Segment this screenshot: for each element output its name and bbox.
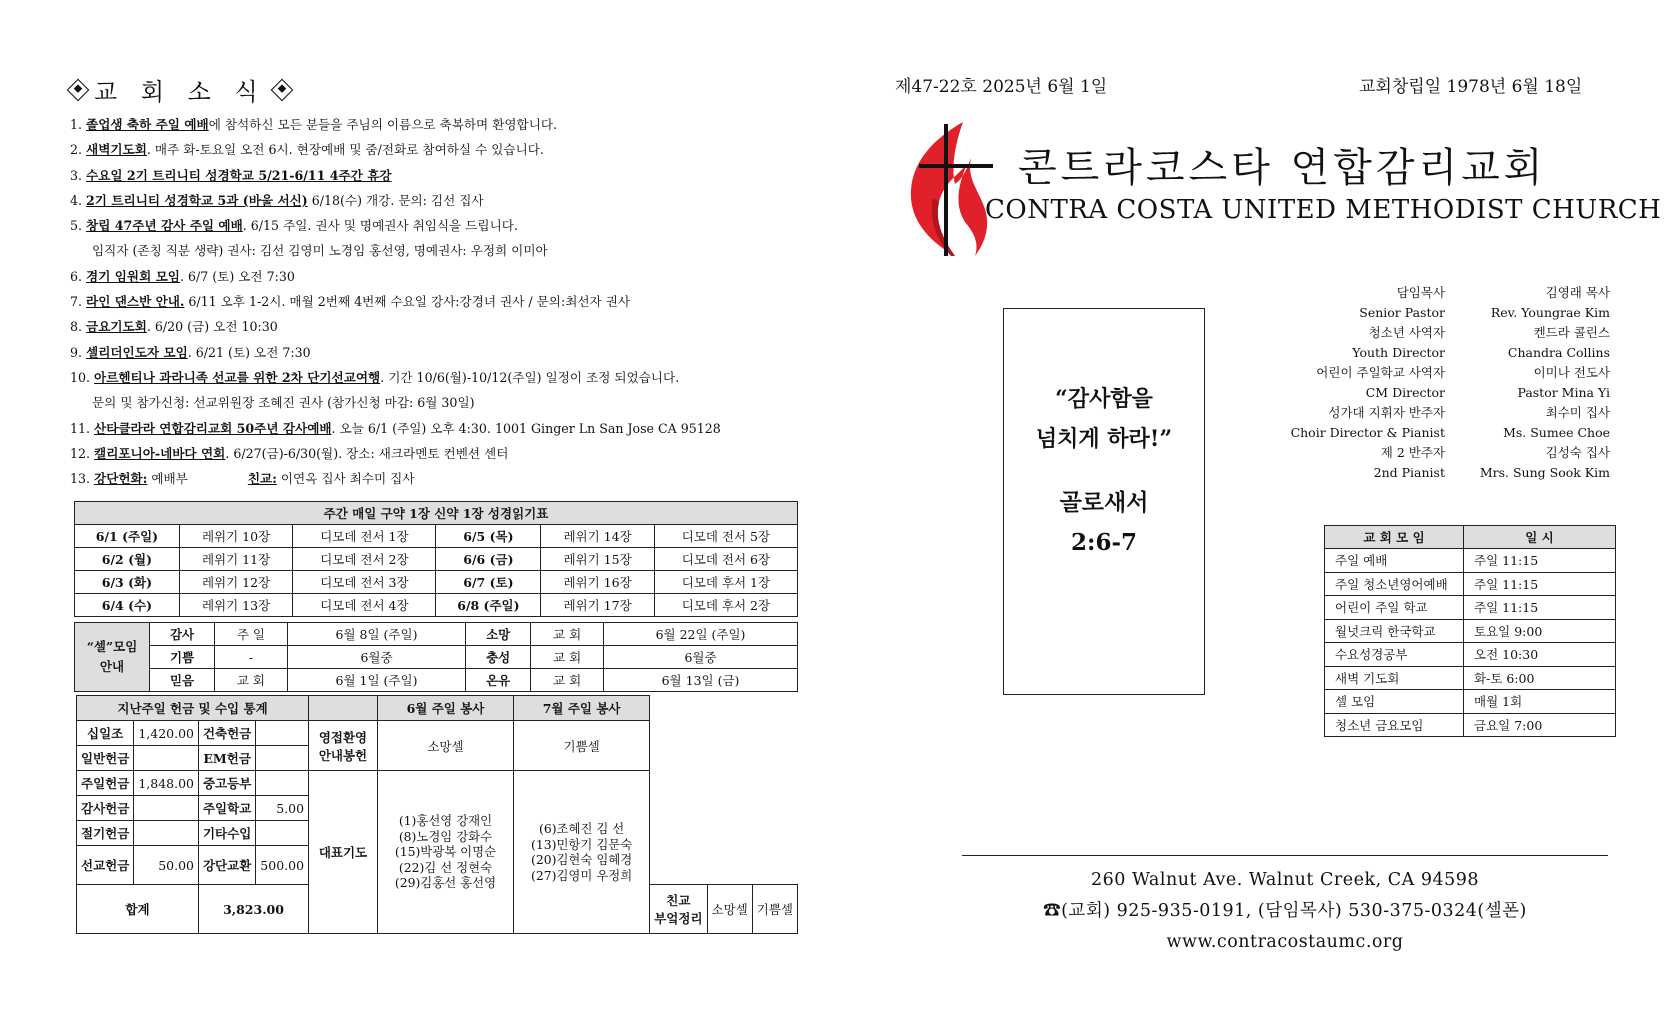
reading-cell: 디모데 전서 6장: [654, 548, 797, 571]
meeting-time: 매월 1회: [1464, 690, 1616, 714]
cell-label-line: “셀”모임: [86, 639, 138, 654]
reading-cell: 디모데 후서 2장: [654, 594, 797, 617]
reading-cell: 6/4 (수): [75, 594, 180, 617]
finance-amount: 1,848.00: [134, 771, 199, 796]
news-item-text: 이연옥 집사 최수미 집사: [276, 471, 415, 487]
finance-amount: [256, 771, 309, 796]
cell-label-line: 안내: [99, 659, 125, 674]
address: 260 Walnut Ave. Walnut Creek, CA 94598: [1091, 870, 1479, 890]
news-item-text: . 6/15 주일. 권사 및 명예권사 취임식을 드립니다.: [242, 218, 518, 234]
finance-label: 건축헌금: [198, 721, 255, 746]
news-item: [70, 466, 810, 491]
cell-meeting-cell: 6월 8일 (주일): [287, 623, 465, 646]
finance-table: [76, 695, 798, 934]
table-row: [1325, 713, 1616, 737]
greeting-july: 기쁨셀: [514, 721, 650, 771]
news-item: [70, 137, 810, 162]
staff-role: 2nd Pianist: [1373, 465, 1445, 480]
founded-date: 교회창립일 1978년 6월 18일: [1359, 77, 1583, 97]
meeting-time: 토요일 9:00: [1464, 619, 1616, 643]
reading-cell: 디모데 후서 1장: [654, 571, 797, 594]
staff-row: [1290, 423, 1610, 443]
table-row: [77, 696, 798, 721]
meetings-table: [1324, 525, 1616, 737]
prayer-name: (22)김 선 정현숙: [398, 859, 493, 875]
news-item-detail: 문의 및 참가신청: 선교위원장 조혜진 권사 (참가신청 마감: 6월 30일): [92, 395, 475, 411]
divider: [962, 855, 1608, 856]
news-item-number: 5.: [70, 218, 83, 234]
prayer-name: (27)김영미 우정희: [531, 867, 633, 883]
table-row: [1325, 690, 1616, 714]
news-item: [70, 340, 810, 365]
finance-amount: 50.00: [134, 846, 199, 885]
staff-role: CM Director: [1365, 385, 1445, 400]
news-item: [70, 163, 810, 188]
reading-cell: 레위기 16장: [541, 571, 655, 594]
staff-name: 김영래 목사: [1545, 285, 1610, 300]
news-item: [70, 416, 810, 441]
staff-role: 담임목사: [1396, 285, 1445, 300]
news-title: [70, 72, 290, 107]
staff-name: 이미나 전도사: [1533, 365, 1610, 380]
news-item-number: 13.: [70, 471, 91, 487]
prayer-name: (29)김홍선 홍선영: [394, 875, 497, 891]
staff-name: Mrs. Sung Sook Kim: [1479, 465, 1610, 480]
news-item-keyword: 금요기도회: [86, 319, 147, 335]
finance-label: 중고등부: [198, 771, 255, 796]
news-title-text: 교 회 소 식: [94, 78, 266, 106]
reading-cell: 레위기 15장: [541, 548, 655, 571]
table-row: [75, 548, 798, 571]
staff-name: 김성숙 집사: [1545, 445, 1610, 460]
staff-role: 청소년 사역자: [1368, 325, 1445, 340]
staff-row: [1290, 363, 1610, 383]
cell-meeting-cell: 6월 1일 (주일): [287, 669, 465, 692]
reading-cell: 레위기 11장: [179, 548, 293, 571]
staff-name: 최수미 집사: [1545, 405, 1610, 420]
verse-text: “감사함을 넘치게 하라!”: [1035, 386, 1173, 452]
finance-amount: 1,420.00: [134, 721, 199, 746]
table-row: [1325, 596, 1616, 620]
finance-amount: [134, 746, 199, 771]
cell-meeting-cell: 온유: [466, 669, 531, 692]
meeting-name: 어린이 주일 학교: [1325, 596, 1464, 620]
diamond-icon: [67, 78, 90, 101]
meetings-header-time: 일 시: [1464, 526, 1616, 549]
table-row: [1325, 549, 1616, 573]
meeting-time: 오전 10:30: [1464, 643, 1616, 667]
finance-label: 강단교환: [198, 846, 255, 885]
staff-row: [1290, 323, 1610, 343]
reading-cell: 레위기 17장: [541, 594, 655, 617]
finance-amount: 5.00: [256, 796, 309, 821]
table-row: [1325, 643, 1616, 667]
reading-title: 주간 매일 구약 1장 신약 1장 성경읽기표: [75, 502, 798, 525]
meeting-time: 주일 11:15: [1464, 549, 1616, 573]
meetings-header-name: 교 회 모 임: [1325, 526, 1464, 549]
table-row: [1325, 572, 1616, 596]
news-item-number: 12.: [70, 445, 91, 461]
reading-cell: 디모데 전서 1장: [293, 525, 436, 548]
news-item: [70, 213, 810, 238]
fellowship-label-line: 부엌정리: [654, 911, 703, 926]
finance-amount: [256, 821, 309, 846]
total-label: 합계: [77, 885, 199, 934]
table-row: [1325, 666, 1616, 690]
news-item-keyword: 수요일 2기 트리니티 성경학교 5/21-6/11 4주간 휴강: [86, 167, 392, 183]
fellowship-label-line: 친교: [666, 893, 691, 908]
reading-cell: 6/2 (월): [75, 548, 180, 571]
church-name-korean: 콘트라코스타 연합감리교회: [1018, 145, 1547, 191]
prayer-july: [514, 771, 650, 934]
reading-cell: 6/3 (화): [75, 571, 180, 594]
cell-meeting-cell: 소망: [466, 623, 531, 646]
fellowship-june: 소망셀: [707, 885, 752, 934]
finance-amount: [134, 796, 199, 821]
news-item-text: . 6/7 (토) 오전 7:30: [179, 268, 295, 284]
reading-cell: 레위기 13장: [179, 594, 293, 617]
prayer-june: [377, 771, 513, 934]
news-item-keyword: 경기 임원회 모임: [86, 268, 180, 284]
news-item-number: 8.: [70, 319, 83, 335]
cell-meeting-cell: 6월중: [604, 646, 798, 669]
staff-row: [1290, 443, 1610, 463]
staff-name: Chandra Collins: [1507, 345, 1610, 360]
prayer-name: (6)조혜진 김 선: [538, 821, 625, 836]
prayer-name: (1)홍선영 강재인: [398, 813, 493, 829]
prayer-name: (15)박광복 이명순: [394, 844, 497, 860]
finance-label: 기타수입: [198, 821, 255, 846]
staff-name: Ms. Sumee Choe: [1503, 425, 1610, 440]
cell-meeting-cell: 6월중: [287, 646, 465, 669]
news-item-text: 6/11 오후 1-2시. 매월 2번째 4번째 수요일 강사:강경녀 권사 / 문의:최선자 권사: [184, 294, 631, 310]
cell-meeting-cell: 충성: [466, 646, 531, 669]
staff-name: Rev. Youngrae Kim: [1490, 305, 1610, 320]
news-item-keyword: 캘리포니아-네바다 연회: [94, 445, 226, 461]
verse-reference: 골로새서 2:6-7: [1059, 489, 1149, 556]
news-item-text: 예배부: [147, 471, 188, 487]
fellowship-july: 기쁨셀: [752, 885, 797, 934]
cell-meeting-cell: 교 회: [531, 646, 604, 669]
finance-label: 절기헌금: [77, 821, 134, 846]
staff-name: Pastor Mina Yi: [1517, 385, 1610, 400]
staff-list: [1290, 283, 1610, 483]
news-item-text: . 6/20 (금) 오전 10:30: [146, 319, 278, 335]
news-item: [70, 112, 810, 137]
meeting-name: 주일 예배: [1325, 549, 1464, 573]
news-item-number: 11.: [70, 420, 91, 436]
staff-role: Youth Director: [1352, 345, 1445, 360]
meeting-name: 월넛크릭 한국학교: [1325, 619, 1464, 643]
prayer-label: 대표기도: [309, 771, 378, 934]
news-item-number: 9.: [70, 344, 83, 360]
finance-label: 일반헌금: [77, 746, 134, 771]
reading-cell: 디모데 전서 5장: [654, 525, 797, 548]
finance-gap: [309, 696, 378, 721]
cell-meeting-cell: 교 회: [215, 669, 288, 692]
news-item: [70, 264, 810, 289]
table-row: [1325, 619, 1616, 643]
news-item-keyword: 라인 댄스반 안내.: [86, 294, 185, 310]
meeting-time: 주일 11:15: [1464, 596, 1616, 620]
issue-number: 제47-22호 2025년 6월 1일: [895, 77, 1108, 97]
june-service-header: 6월 주일 봉사: [377, 696, 513, 721]
verse-box: [1003, 308, 1205, 695]
finance-label: 감사헌금: [77, 796, 134, 821]
staff-role: Choir Director & Pianist: [1290, 425, 1445, 440]
finance-label: 주일헌금: [77, 771, 134, 796]
reading-cell: 디모데 전서 2장: [293, 548, 436, 571]
finance-amount: [256, 746, 309, 771]
news-item-keyword: 셀리더인도자 모임: [86, 344, 188, 360]
reading-cell: 6/5 (목): [436, 525, 541, 548]
news-item-number: 1.: [70, 117, 83, 132]
news-item: [70, 188, 810, 213]
reading-cell: 디모데 전서 4장: [293, 594, 436, 617]
finance-label: 선교헌금: [77, 846, 134, 885]
finance-label: 주일학교: [198, 796, 255, 821]
greeting-label-line: 안내봉헌: [318, 747, 368, 763]
website: www.contracostaumc.org: [1166, 932, 1404, 952]
reading-cell: 6/7 (토): [436, 571, 541, 594]
greeting-label-line: 영접환영: [318, 729, 368, 745]
news-item-keyword: 친교:: [247, 471, 277, 487]
news-item-keyword: 2기 트리니티 성경학교 5과 (바울 서신): [86, 192, 308, 208]
cell-label: [75, 623, 150, 692]
meeting-name: 수요성경공부: [1325, 643, 1464, 667]
prayer-name: (13)민항기 김문숙: [531, 836, 633, 852]
meeting-time: 금요일 7:00: [1464, 713, 1616, 737]
news-item-text: . 6/21 (토) 오전 7:30: [187, 344, 311, 360]
bible-reading-table: [74, 501, 798, 617]
reading-cell: 디모데 전서 3장: [293, 571, 436, 594]
july-service-header: 7월 주일 봉사: [514, 696, 650, 721]
news-item-keyword: 아르헨티나 과라니족 선교를 위한 2차 단기선교여행: [94, 369, 381, 385]
cell-meeting-cell: 믿음: [150, 669, 215, 692]
news-item-number: 2.: [70, 142, 83, 158]
reading-cell: 레위기 10장: [179, 525, 293, 548]
staff-role: Senior Pastor: [1359, 305, 1445, 320]
news-item-keyword: 창립 47주년 감사 주일 예배: [86, 218, 243, 234]
cell-meeting-cell: -: [215, 646, 288, 669]
meeting-name: 주일 청소년영어예배: [1325, 572, 1464, 596]
reading-cell: 6/1 (주일): [75, 525, 180, 548]
table-row: [75, 646, 798, 669]
meeting-time: 주일 11:15: [1464, 572, 1616, 596]
church-name-english: CONTRA COSTA UNITED METHODIST CHURCH: [985, 195, 1662, 225]
cell-meeting-cell: 교 회: [531, 623, 604, 646]
prayer-name: (8)노경임 강화수: [398, 828, 493, 844]
reading-cell: 레위기 12장: [179, 571, 293, 594]
table-row: [75, 525, 798, 548]
finance-title: 지난주일 헌금 및 수입 통계: [77, 696, 309, 721]
finance-amount: [134, 821, 199, 846]
staff-row: [1290, 343, 1610, 363]
table-row: [75, 623, 798, 646]
greeting-june: 소망셀: [377, 721, 513, 771]
cross-flame-logo: [905, 118, 997, 260]
contact-info: [962, 865, 1608, 958]
greeting-label: [309, 721, 378, 771]
staff-row: [1290, 383, 1610, 403]
reading-cell: 6/8 (주일): [436, 594, 541, 617]
reading-cell: 6/6 (금): [436, 548, 541, 571]
news-item-text: 에 참석하신 모든 분들을 주님의 이름으로 축복하며 환영합니다.: [208, 117, 558, 132]
table-row: [77, 771, 798, 796]
phone: ☎(교회) 925-935-0191, (담임목사) 530-375-0324(셀폰): [1043, 901, 1527, 921]
news-item-detail: 임직자 (존칭 직분 생략) 권사: 김선 김영미 노경임 홍선영, 명예권사: 우정희 이미아: [92, 243, 548, 259]
news-item-number: 6.: [70, 268, 83, 284]
cell-meeting-cell: 주 일: [215, 623, 288, 646]
staff-row: [1290, 303, 1610, 323]
news-item-keyword: 새벽기도회: [86, 142, 147, 158]
finance-label: 십일조: [77, 721, 134, 746]
reading-cell: 레위기 14장: [541, 525, 655, 548]
table-row: [75, 669, 798, 692]
news-item: [70, 441, 810, 466]
news-item-number: 4.: [70, 192, 83, 208]
finance-amount: [256, 721, 309, 746]
cell-meeting-cell: 6월 13일 (금): [604, 669, 798, 692]
meeting-time: 화-토 6:00: [1464, 666, 1616, 690]
meeting-name: 청소년 금요모임: [1325, 713, 1464, 737]
staff-row: [1290, 283, 1610, 303]
cell-meeting-cell: 6월 22일 (주일): [604, 623, 798, 646]
news-item-text: . 매주 화-토요일 오전 6시. 현장예배 및 줌/전화로 참여하실 수 있습니다.: [146, 142, 544, 158]
news-item-keyword: 산타클라라 연합감리교회 50주년 감사예배: [94, 420, 332, 436]
cell-meeting-cell: 교 회: [531, 669, 604, 692]
table-row: [77, 721, 798, 746]
news-item-keyword: 강단헌화:: [94, 471, 148, 487]
staff-name: 켄드라 콜린스: [1533, 325, 1610, 340]
staff-row: [1290, 403, 1610, 423]
staff-role: 어린이 주일학교 사역자: [1316, 365, 1445, 380]
news-item: [70, 365, 810, 390]
total-amount: 3,823.00: [198, 885, 308, 934]
finance-label: EM헌금: [198, 746, 255, 771]
news-item-keyword: 졸업생 축하 주일 예배: [86, 117, 209, 132]
cell-meeting-cell: 감사: [150, 623, 215, 646]
cell-meeting-table: [74, 622, 798, 692]
table-row: [75, 594, 798, 617]
news-item-number: 3.: [70, 167, 83, 183]
staff-row: [1290, 463, 1610, 483]
news-item-number: 7.: [70, 294, 83, 310]
finance-amount: 500.00: [256, 846, 309, 885]
news-item-text: . 오늘 6/1 (주일) 오후 4:30. 1001 Ginger Ln San Jose CA 95128: [331, 420, 721, 436]
cell-meeting-cell: 기쁨: [150, 646, 215, 669]
news-list: [70, 112, 810, 491]
meeting-name: 셀 모임: [1325, 690, 1464, 714]
news-item-text: . 6/27(금)-6/30(월). 장소: 새크라멘토 컨벤션 센터: [225, 445, 509, 461]
news-item-number: 10.: [70, 369, 91, 385]
staff-role: 제 2 반주자: [1380, 445, 1445, 460]
table-row: [75, 571, 798, 594]
news-item: [70, 314, 810, 339]
news-item-text: 6/18(수) 개강. 문의: 김선 집사: [307, 192, 484, 208]
diamond-icon: [270, 78, 293, 101]
news-item: [70, 289, 810, 314]
news-item-text: . 기간 10/6(월)-10/12(주일) 일정이 조정 되었습니다.: [380, 369, 680, 385]
staff-role: 성가대 지휘자 반주자: [1328, 405, 1445, 420]
prayer-name: (20)김현숙 임혜경: [531, 852, 633, 867]
fellowship-label: [650, 885, 707, 934]
meeting-name: 새벽 기도회: [1325, 666, 1464, 690]
